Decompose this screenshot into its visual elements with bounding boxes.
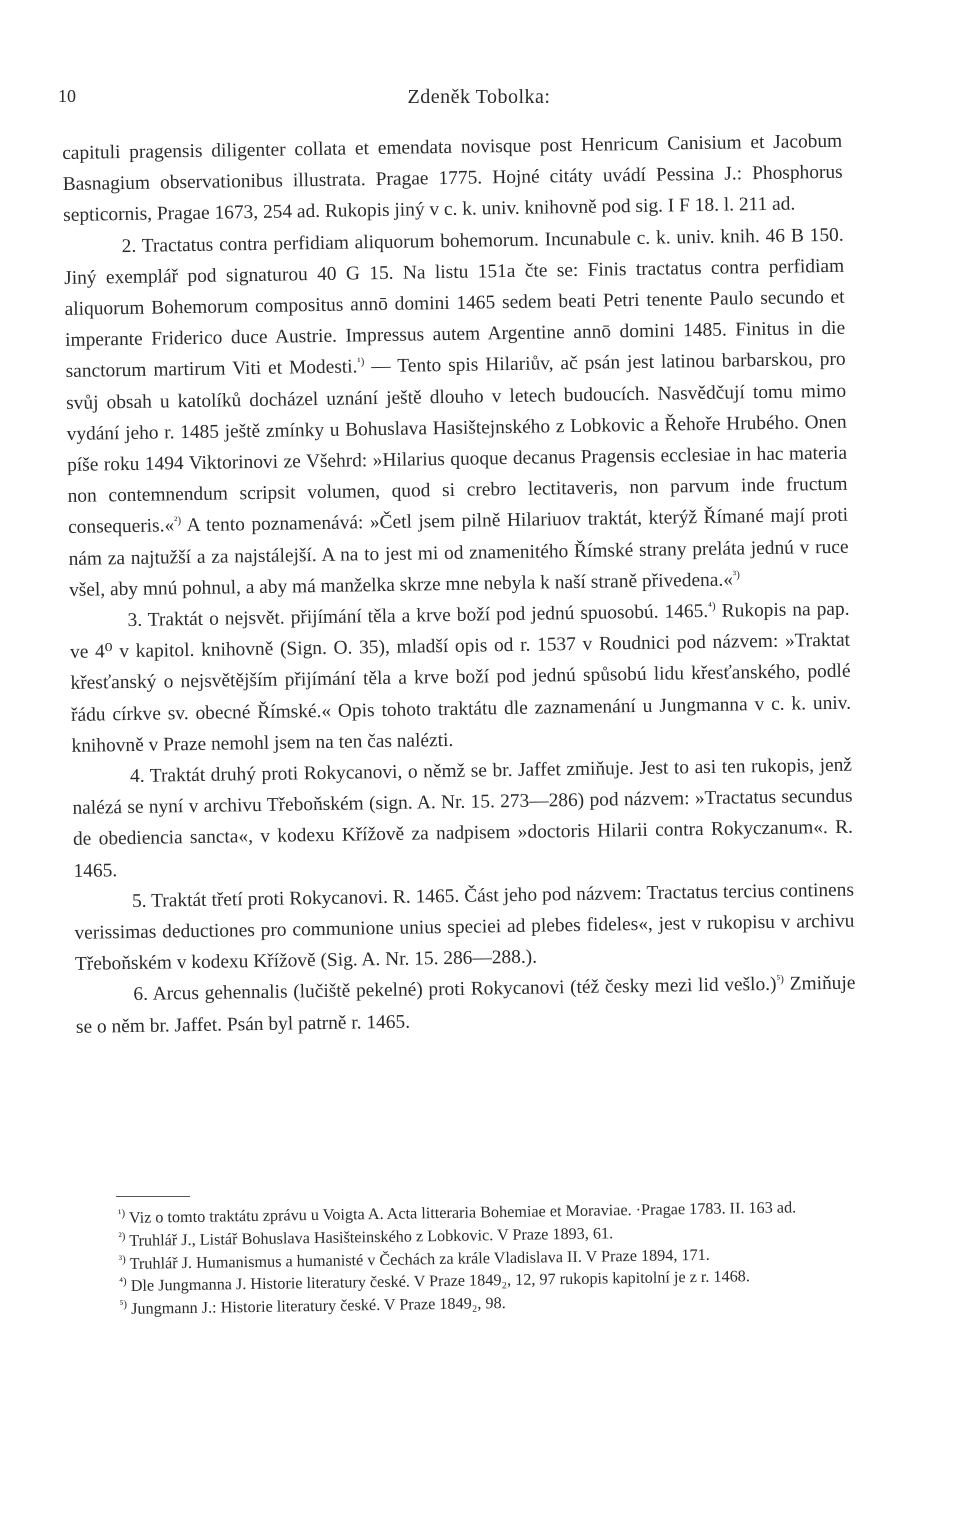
footnote-text: Truhlář J., Listář Bohuslava Hasišteinského z Lobkovic. V Praze 1893, 61.	[129, 1224, 614, 1250]
footnote-ref[interactable]: ⁴)	[707, 600, 716, 613]
footnote-ref[interactable]: ³)	[732, 568, 740, 581]
paragraph-text: capituli pragensis diligenter collata et emendata novisque post Henricum Canisium et Jacobum Basnagium observationibus illustrata. Pragae 1775. Hojné citáty uvádí Pessina J.: Phosphorus septicornis, Pragae 1673, 254 ad. Rukopis jiný v c. k. univ. knihovně pod sig. I F 18. l. 211 ad.	[62, 130, 843, 227]
paragraph-text: Zmiňuje se o něm br. Jaffet. Psán byl patrně r. 1465.	[75, 973, 856, 1038]
paragraph-text: A tento poznamenává: »Četl jsem pilně Hilariuov traktát, kterýž Římané mají proti nám za najtužší a za najstálejší. A na to jest mi od znamenitého Římské strany preláta jednú v ruce všel, aby mnú pohnul, a aby má manželka skrze mne nebyla k naší straně přivedena.«	[68, 505, 849, 601]
paragraph-text: — Tento spis Hilariův, ač psán jest latinou barbarskou, pro svůj obsah u katolíků docházel uznání ještě dlouho v letech budoucích. Nasvědčují tomu mimo vydání jeho r. 1485 ještě zmínky u Bohuslava Hasištejnského z Lobkovic a Řehoře Hrubého. Onen píše roku 1494 Viktorinovi ze Všehrd: »Hilarius quoque decanus Pragensis ecclesiae in hac materia non contemnendum scripsit volumen, quod si crebro lectitaveris, non parvum inde fructum consequeris.«	[65, 349, 848, 539]
footnote-mark: ³)	[118, 1253, 126, 1266]
footnote-ref[interactable]: ⁵)	[776, 973, 785, 986]
page-header	[58, 86, 900, 116]
footnote-ref[interactable]: ²)	[174, 515, 182, 528]
paragraph-item-5	[74, 875, 855, 981]
paragraph-item-3	[69, 594, 851, 762]
page-number: 10	[58, 86, 76, 106]
footnote-text: Viz o tomto traktátu zprávu u Voigta A. Acta litteraria Bohemiae et Moraviae. ·Pragae 1783. II. 163 ad.	[128, 1198, 797, 1227]
paragraph-text: 2. Tractatus contra perfidiam aliquorum bohemorum. Incunabule c. k. univ. knih. 46 B 150. Jiný exemplář pod signaturou 40 G 15. Na listu 151a čte se: Finis tractatus contra perfidiam aliquorum Bohemorum compositus annō domini 1465 sedem beati Petri tenente Paulo secundo et imperante Friderico duce Austrie. Impressus autem Argentine annō domini 1485. Finitus in die sanctorum martirum Viti et Modesti.	[64, 224, 846, 383]
paragraph-continuation	[62, 126, 843, 232]
paragraph-text: 5. Traktát třetí proti Rokycanovi. R. 1465. Část jeho pod názvem: Tractatus tercius continens verissimas deductiones pro communione unius speciei ad plebes fideles«, jest v rukopisu v archivu Třeboňském v kodexu Křížově (Sig. A. Nr. 15. 286—288.).	[74, 879, 855, 976]
footnote-ref[interactable]: ¹)	[357, 356, 365, 369]
paragraph-item-4	[72, 750, 854, 887]
footnote-mark: ²)	[118, 1230, 126, 1243]
paragraph-item-6	[75, 968, 856, 1043]
footnote-mark: ⁴)	[119, 1275, 127, 1289]
footnote-text: Dle Jungmanna J. Historie literatury české. V Praze 1849₂, 12, 97 rukopis kapitolní je z r. 1468.	[130, 1267, 751, 1296]
paragraph-text: 4. Traktát druhý proti Rokycanovi, o němž se br. Jaffet zmiňuje. Jest to asi ten rukopis, jenž nalézá se nyní v archivu Třeboňském (sign. A. Nr. 15. 273—286) pod názvem: »Tractatus secundus de obediencia sancta«, v kodexu Křížově za nadpisem »doctoris Hilarii contra Rokyczanum«. R. 1465.	[72, 754, 854, 882]
footnote-mark: ⁵)	[119, 1298, 128, 1311]
footnote-mark: ¹)	[118, 1207, 126, 1220]
paragraph-text: 6. Arcus gehennalis (lučiště pekelné) proti Rokycanovi (též česky mezi lid vešlo.)	[133, 974, 777, 1006]
footnotes	[60, 1196, 844, 1322]
paragraph-item-2	[63, 219, 849, 606]
footnote-text: Jungmann J.: Historie literatury české. V Praze 1849₂, 98.	[131, 1294, 506, 1319]
footnote-divider	[116, 1196, 190, 1197]
footnote-text: Truhlář J. Humanismus a humanisté v Čechách za krále Vladislava II. V Praze 1894, 171.	[129, 1245, 710, 1273]
running-head: Zdeněk Tobolka:	[407, 86, 551, 108]
paragraph-text: Rukopis na pap. ve 4⁰ v kapitol. knihovně (Sign. O. 35), mladší opis od r. 1537 v Roudnici pod názvem: »Traktat křesťanský o nejsvětějším přijímání těla a krve boží pod jednú spůsobú lidu křesťanského, podlé řádu církve sv. obecné Římské.« Opis tohoto traktátu dle zaznamenání u Jungmanna v c. k. univ. knihovně v Praze nemohl jsem na ten čas nalézti.	[69, 598, 852, 757]
paragraph-text: 3. Traktát o nejsvět. přijímání těla a krve boží pod jednú spuosobú. 1465.	[127, 600, 709, 632]
main-text	[62, 126, 856, 1043]
